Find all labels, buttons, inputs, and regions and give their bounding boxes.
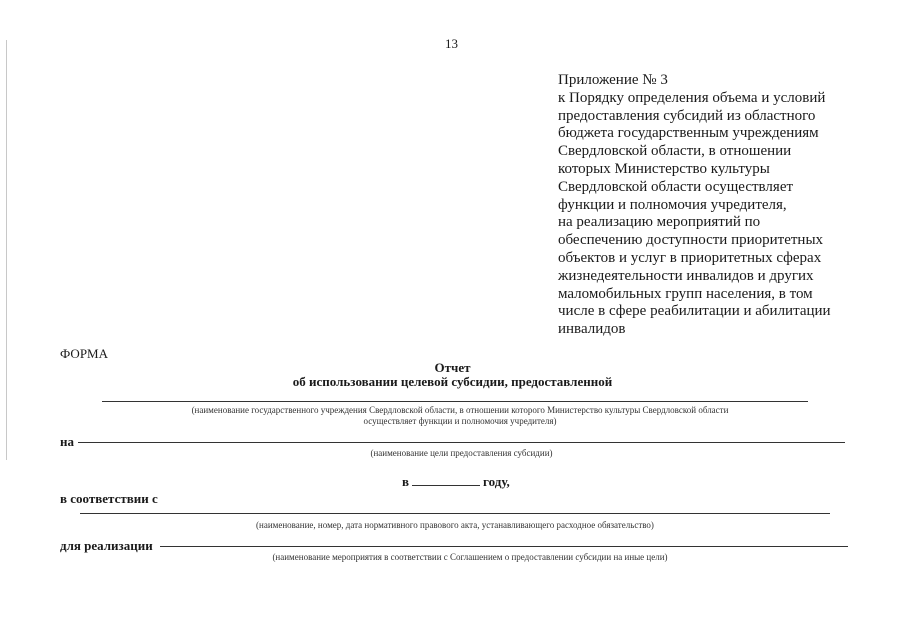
appendix-line: к Порядку определения объема и условий xyxy=(558,89,826,106)
institution-caption-line: (наименование государственного учреждения Свердловской области, в отношении которого Министерство культуры Свердловской области xyxy=(191,405,729,415)
appendix-line: которых Министерство культуры xyxy=(558,160,770,177)
event-field-line[interactable] xyxy=(160,546,848,547)
appendix-line: на реализацию мероприятий по xyxy=(558,214,761,231)
appendix-line: Приложение № 3 xyxy=(558,72,668,88)
appendix-line: предоставления субсидий из областного xyxy=(558,107,816,124)
institution-caption xyxy=(110,405,810,427)
na-label: на xyxy=(60,434,74,449)
institution-caption-line: осуществляет функции и полномочия учредителя) xyxy=(363,416,557,426)
appendix-line: бюджета государственным учреждениям xyxy=(558,125,819,142)
appendix-block xyxy=(558,72,858,339)
report-title: Отчет xyxy=(434,360,471,375)
year-field[interactable] xyxy=(412,475,480,486)
implementation-label: для реализации xyxy=(60,538,153,553)
purpose-caption: (наименование цели предоставления субсидии) xyxy=(370,448,553,458)
purpose-field-line[interactable] xyxy=(78,442,845,443)
accordance-label: в соответствии с xyxy=(60,491,158,506)
appendix-line: инвалидов xyxy=(558,321,626,338)
page-edge-line xyxy=(6,40,7,460)
institution-field-line[interactable] xyxy=(102,401,808,402)
form-label: ФОРМА xyxy=(60,346,108,361)
report-subtitle: об использовании целевой субсидии, предоставленной xyxy=(292,374,613,389)
year-suffix: году, xyxy=(483,474,510,489)
appendix-line: жизнедеятельности инвалидов и других xyxy=(558,267,814,284)
legal-act-field-line[interactable] xyxy=(80,513,830,514)
year-prefix: в xyxy=(402,474,410,489)
legal-act-caption: (наименование, номер, дата нормативного правового акта, устанавливающего расходное обязательство) xyxy=(256,520,654,530)
page-number: 13 xyxy=(445,36,458,51)
appendix-line: Свердловской области осуществляет xyxy=(558,178,794,195)
appendix-line: обеспечению доступности приоритетных xyxy=(558,232,824,249)
appendix-line: маломобильных групп населения, в том xyxy=(558,285,813,302)
appendix-line: функции и полномочия учредителя, xyxy=(558,196,787,213)
year-line xyxy=(402,474,510,490)
event-caption: (наименование мероприятия в соответствии с Соглашением о предоставлении субсидии на иные цели) xyxy=(272,552,668,562)
appendix-line: объектов и услуг в приоритетных сферах xyxy=(558,249,822,266)
appendix-line: Свердловской области, в отношении xyxy=(558,143,792,160)
appendix-line: числе в сфере реабилитации и абилитации xyxy=(558,303,831,320)
